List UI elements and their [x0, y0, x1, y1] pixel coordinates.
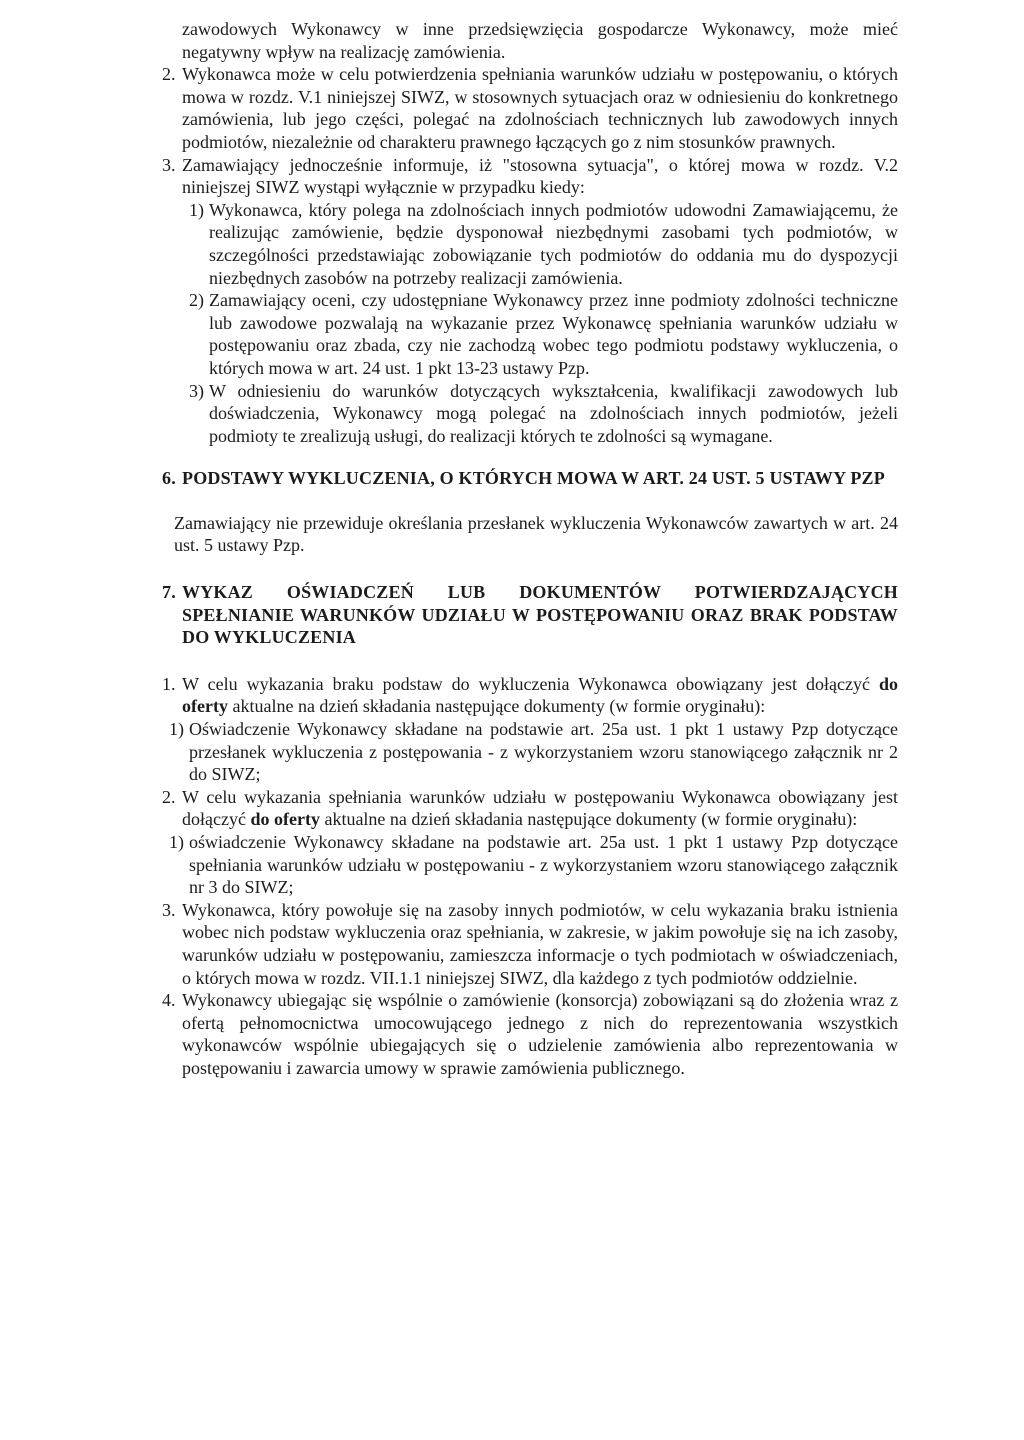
item-text: Wykonawcy ubiegając się wspólnie o zamówienie (konsorcja) zobowiązani są do złożenia wraz z ofertą pełnomocnictwa umocowującego jednego z nich do reprezentowania wszystkich wykonawców wspólnie ubiegających się o udzielenie zamówienia albo reprezentowania w postępowaniu i zawarcia umowy w sprawie zamówienia publicznego. — [182, 990, 898, 1078]
section-7-item-2 — [162, 786, 898, 831]
sub-item-number: 2) — [189, 290, 204, 311]
section-number: 6. — [162, 468, 176, 489]
sub-item-text: Wykonawca, który polega na zdolnościach innych podmiotów udowodni Zamawiającemu, że realizując zamówienie, będzie dysponował niezbędnymi zasobami tych podmiotów, w szczególności przedstawiając zobowiązanie tych podmiotów do oddania mu do dyspozycji niezbędnych zasobów na potrzeby realizacji zamówienia. — [209, 199, 898, 288]
bold-phrase: do oferty — [182, 673, 898, 717]
item-number: 4. — [162, 990, 176, 1011]
section-title: WYKAZ OŚWIADCZEŃ LUB DOKUMENTÓW POTWIERDZAJĄCYCH SPEŁNIANIE WARUNKÓW UDZIAŁU W POSTĘPOWANIU ORAZ BRAK PODSTAW DO WYKLUCZENIA — [182, 582, 898, 648]
section-7-item-4 — [162, 989, 898, 1079]
sub-item-text: Oświadczenie Wykonawcy składane na podstawie art. 25a ust. 1 pkt 1 ustawy Pzp dotyczące przesłanek wykluczenia z postępowania - z wykorzystaniem wzoru stanowiącego załącznik nr 2 do SIWZ; — [189, 719, 898, 785]
item-number: 2. — [162, 786, 176, 807]
sub-item-number: 3) — [189, 380, 204, 401]
list-item-2 — [162, 63, 898, 153]
section-title: PODSTAWY WYKLUCZENIA, O KTÓRYCH MOWA W ART. 24 UST. 5 USTAWY PZP — [182, 468, 885, 489]
sub-item-number: 1) — [169, 719, 184, 740]
intro-continuation: zawodowych Wykonawcy w inne przedsięwzięcia gospodarcze Wykonawcy, może mieć negatywny wpływ na realizację zamówienia. — [182, 19, 898, 62]
sub-item-2 — [162, 289, 898, 379]
item-text: Wykonawca może w celu potwierdzenia spełniania warunków udziału w postępowaniu, o których mowa w rozdz. V.1 niniejszej SIWZ, w stosownych sytuacjach oraz w odniesieniu do konkretnego zamówienia, lub jego części, polegać na zdolnościach technicznych lub zawodowych innych podmiotów, niezależnie od charakteru prawnego łączących go z nim stosunków prawnych. — [182, 64, 898, 152]
bold-phrase: do oferty — [250, 809, 320, 830]
item-text: Wykonawca, który powołuje się na zasoby innych podmiotów, w celu wykazania braku istnienia wobec nich podstaw wykluczenia oraz spełniania, w zakresie, w jakim powołuje się na ich zasoby, warunków udziału w postępowaniu, zamieszcza informacje o tych podmiotach w oświadczeniach, o których mowa w rozdz. VII.1.1 niniejszej SIWZ, dla każdego z tych podmiotów oddzielnie. — [182, 899, 898, 988]
sub-item-text: oświadczenie Wykonawcy składane na podstawie art. 25a ust. 1 pkt 1 ustawy Pzp dotyczące spełniania warunków udziału w postępowaniu - z wykorzystaniem wzoru stanowiącego załącznik nr 3 do SIWZ; — [189, 832, 898, 898]
item-text: W celu wykazania braku podstaw do wykluczenia Wykonawca obowiązany jest dołączyć do oferty aktualne na dzień składania następujące dokumenty (w formie oryginału): — [182, 673, 898, 717]
item-number: 3. — [162, 154, 176, 175]
section-7-heading — [162, 581, 898, 649]
item-number: 1. — [162, 673, 176, 694]
sub-item-text: W odniesieniu do warunków dotyczących wykształcenia, kwalifikacji zawodowych lub doświadczenia, Wykonawcy mogą polegać na zdolnościach innych podmiotów, jeżeli podmioty te zrealizują usługi, do realizacji których te zdolności są wymagane. — [209, 380, 898, 446]
section-6-paragraph: Zamawiający nie przewiduje określania przesłanek wykluczenia Wykonawców zawartych w art. 24 ust. 5 ustawy Pzp. — [174, 512, 898, 556]
sub-item-number: 1) — [169, 832, 184, 852]
section-number: 7. — [162, 582, 176, 603]
item-number: 3. — [162, 899, 176, 920]
sub-item-number: 1) — [189, 199, 204, 220]
sub-item-1 — [162, 199, 898, 289]
list-item-3 — [162, 154, 898, 199]
section-7-sub-1 — [162, 718, 898, 786]
section-7-item-3 — [162, 899, 898, 989]
item-text: W celu wykazania spełniania warunków udziału w postępowaniu Wykonawca obowiązany jest dołączyć do oferty aktualne na dzień składania następujące dokumenty (w formie oryginału): — [182, 786, 898, 830]
sub-item-3 — [162, 380, 898, 448]
section-7-item-1 — [162, 673, 898, 718]
sub-item-text: Zamawiający oceni, czy udostępniane Wykonawcy przez inne podmioty zdolności techniczne lub zawodowe pozwalają na wykazanie przez Wykonawcę spełniania warunków udziału w postępowaniu oraz zbada, czy nie zachodzą wobec tego podmiotu podstawy wykluczenia, o których mowa w art. 24 ust. 1 pkt 13-23 ustawy Pzp. — [209, 290, 898, 378]
section-7-sub-2 — [162, 831, 898, 899]
section-6-heading — [162, 467, 898, 490]
item-number: 2. — [162, 64, 176, 85]
item-text: Zamawiający jednocześnie informuje, iż "stosowna sytuacja", o której mowa w rozdz. V.2 niniejszej SIWZ wystąpi wyłącznie w przypadku kiedy: — [182, 154, 898, 198]
